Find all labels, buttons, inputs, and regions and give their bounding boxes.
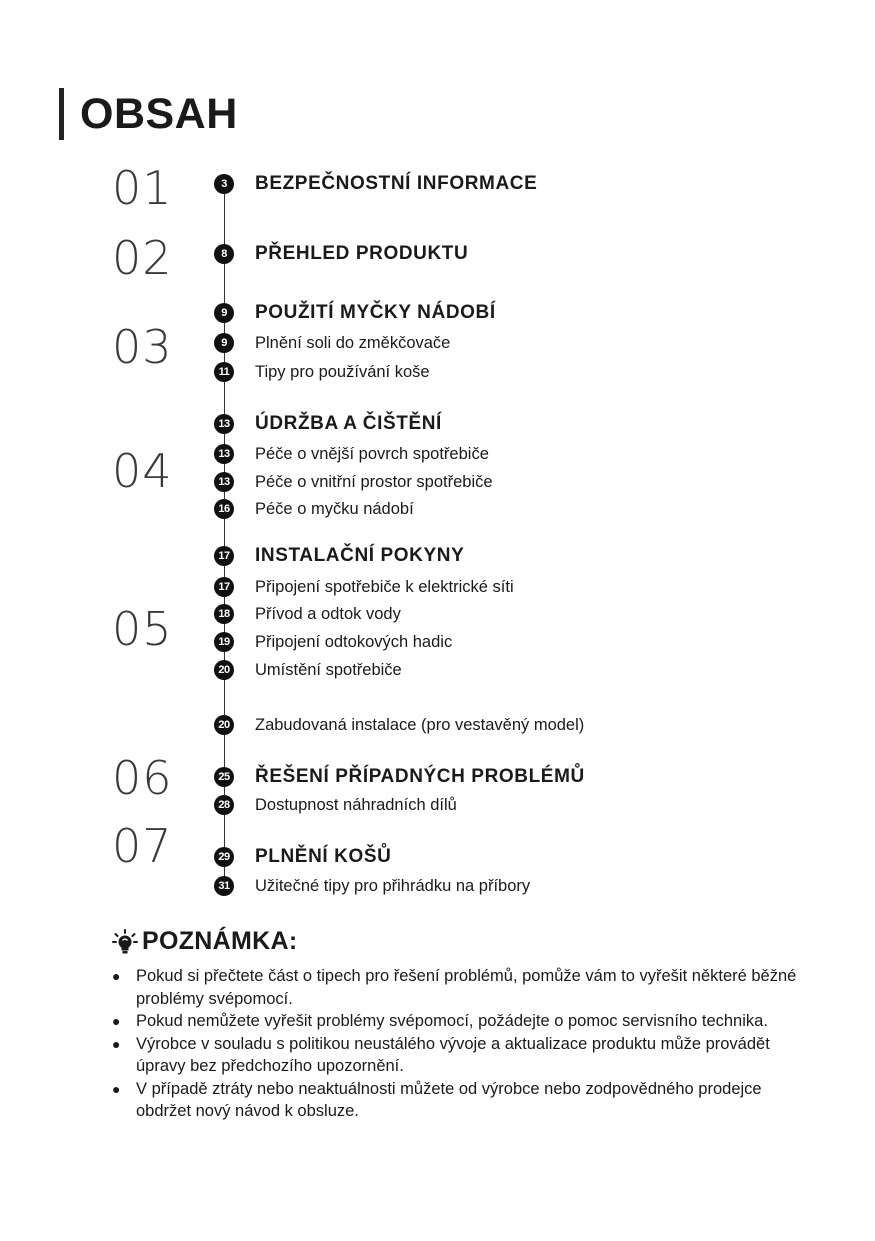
note-list	[110, 965, 810, 1123]
page-number-badge: 3	[214, 174, 234, 194]
note-text: Pokud si přečtete část o tipech pro řešení problémů, pomůže vám to vyřešit některé běžné problémy svépomocí.	[136, 967, 797, 1008]
toc-entry-label: ŘEŠENÍ PŘÍPADNÝCH PROBLÉMŮ	[255, 766, 585, 787]
toc-entry-usage[interactable]	[214, 302, 496, 324]
page-number-badge: 20	[214, 660, 234, 680]
page-number-badge: 29	[214, 847, 234, 867]
toc-entry-overview[interactable]	[214, 243, 468, 265]
page-number-badge: 8	[214, 244, 234, 264]
toc-entry-built-in[interactable]	[214, 714, 584, 736]
section-number-01: 01	[112, 161, 173, 215]
page-number-badge: 13	[214, 472, 234, 492]
section-number-04: 04	[112, 444, 173, 498]
note-text: V případě ztráty nebo neaktuálnosti můžete od výrobce nebo zodpovědného prodejce obdržet nový návod k obsluze.	[136, 1079, 762, 1120]
bullet: ●	[112, 1035, 121, 1052]
page-number-badge: 13	[214, 444, 234, 464]
toc-entry-label: POUŽITÍ MYČKY NÁDOBÍ	[255, 302, 496, 323]
note-item	[110, 965, 810, 1010]
page-number-badge: 16	[214, 499, 234, 519]
title-accent-bar	[59, 88, 64, 140]
toc-entry-label: Dostupnost náhradních dílů	[255, 795, 457, 814]
toc-entry-dishwasher-care[interactable]	[214, 498, 414, 520]
page-number-badge: 17	[214, 577, 234, 597]
page-number-badge: 31	[214, 876, 234, 896]
lightbulb-icon	[112, 929, 138, 955]
note-item	[110, 1033, 810, 1078]
page-number-badge: 13	[214, 414, 234, 434]
section-number-06: 06	[112, 751, 173, 805]
toc-entry-placement[interactable]	[214, 659, 402, 681]
toc-entry-label: Péče o myčku nádobí	[255, 499, 414, 518]
page-number-badge: 18	[214, 604, 234, 624]
note-text: Výrobce v souladu s politikou neustálého vývoje a aktualizace produktu může provádět úpravy bez předchozího upozornění.	[136, 1034, 770, 1075]
bullet: ●	[112, 1013, 121, 1029]
page-number-badge: 11	[214, 362, 234, 382]
toc-entry-label: Péče o vnitřní prostor spotřebiče	[255, 472, 493, 491]
bullet: ●	[112, 1080, 121, 1097]
toc-entry-label: Tipy pro používání koše	[255, 362, 430, 381]
toc-entry-label: Plnění soli do změkčovače	[255, 333, 451, 352]
toc-entry-exterior-care[interactable]	[214, 443, 489, 465]
page-number-badge: 28	[214, 795, 234, 815]
note-heading	[112, 927, 297, 956]
toc-entry-safety[interactable]	[214, 173, 537, 195]
toc-entry-label: Umístění spotřebiče	[255, 660, 402, 679]
note-item	[110, 1010, 810, 1033]
page-number-badge: 17	[214, 546, 234, 566]
section-number-05: 05	[112, 602, 173, 656]
toc-entry-label: PŘEHLED PRODUKTU	[255, 243, 469, 264]
page-number-badge: 20	[214, 715, 234, 735]
toc-entry-label: INSTALAČNÍ POKYNY	[255, 545, 465, 566]
page-number-badge: 19	[214, 632, 234, 652]
toc-entry-label: Připojení spotřebiče k elektrické síti	[255, 577, 514, 596]
toc-entry-electric[interactable]	[214, 576, 514, 598]
note-item	[110, 1078, 810, 1123]
toc-entry-installation[interactable]	[214, 545, 464, 567]
section-number-02: 02	[112, 231, 173, 285]
note-text: Pokud nemůžete vyřešit problémy svépomocí, požádejte o pomoc servisního technika.	[136, 1012, 768, 1030]
page-number-badge: 9	[214, 303, 234, 323]
toc-entry-label: Připojení odtokových hadic	[255, 632, 453, 651]
toc-entry-spare-parts[interactable]	[214, 794, 457, 816]
page-title: OBSAH	[80, 90, 238, 138]
toc-entry-label: BEZPEČNOSTNÍ INFORMACE	[255, 173, 538, 194]
toc-entry-salt[interactable]	[214, 332, 450, 354]
toc-entry-loading-baskets[interactable]	[214, 846, 391, 868]
page-number-badge: 9	[214, 333, 234, 353]
toc-entry-cutlery-tips[interactable]	[214, 875, 530, 897]
toc-entry-interior-care[interactable]	[214, 471, 493, 493]
toc-entry-label: Přívod a odtok vody	[255, 604, 401, 623]
toc-entry-label: Zabudovaná instalace (pro vestavěný model)	[255, 715, 585, 734]
toc-entry-label: ÚDRŽBA A ČIŠTĚNÍ	[255, 413, 442, 434]
toc-entry-basket-tips[interactable]	[214, 361, 430, 383]
toc-entry-water[interactable]	[214, 603, 401, 625]
toc-entry-drain-hoses[interactable]	[214, 631, 452, 653]
toc-entry-label: Užitečné tipy pro přihrádku na příbory	[255, 876, 531, 895]
note-title: POZNÁMKA:	[142, 927, 298, 955]
toc-entry-maintenance[interactable]	[214, 413, 442, 435]
bullet: ●	[112, 968, 121, 984]
page-number-badge: 25	[214, 767, 234, 787]
toc-entry-label: Péče o vnější povrch spotřebiče	[255, 444, 489, 463]
section-number-07: 07	[112, 819, 173, 873]
section-number-03: 03	[112, 320, 173, 374]
toc-entry-troubleshooting[interactable]	[214, 766, 585, 788]
toc-entry-label: PLNĚNÍ KOŠŮ	[255, 846, 392, 867]
